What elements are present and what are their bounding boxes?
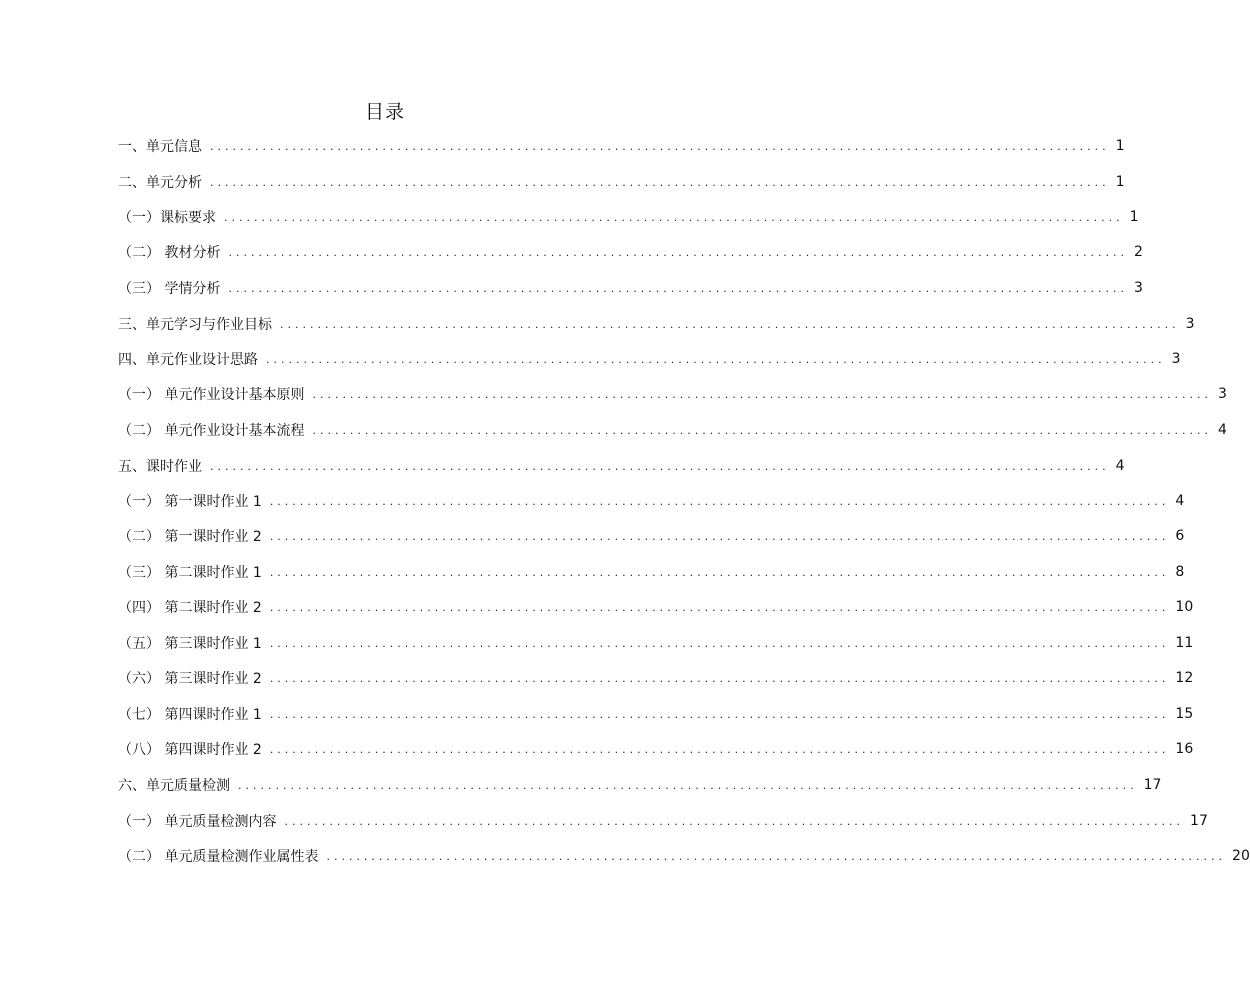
toc-entry-lesson-homework[interactable] bbox=[118, 455, 1125, 477]
dot-leader: ........................................................................................................................ bbox=[312, 388, 1213, 401]
dot-leader: ........................................................................................................................ bbox=[210, 176, 1110, 189]
toc-entry-lesson3-homework1[interactable] bbox=[118, 632, 1194, 654]
toc-entry-unit-info[interactable] bbox=[118, 135, 1125, 157]
toc-entry-label: （三） 第二课时作业 1 bbox=[118, 565, 262, 581]
toc-entry-page: 2 bbox=[1134, 244, 1143, 260]
toc-entry-page: 1 bbox=[1129, 209, 1139, 225]
toc-entry-quality-check-content[interactable] bbox=[118, 810, 1208, 832]
toc-entry-page: 20 bbox=[1232, 848, 1250, 864]
toc-entry-unit-analysis[interactable] bbox=[118, 171, 1125, 193]
dot-leader: ........................................................................................................................ bbox=[269, 495, 1170, 508]
toc-entry-quality-check[interactable] bbox=[118, 774, 1162, 796]
toc-entry-page: 6 bbox=[1175, 528, 1185, 544]
toc-entry-design-process[interactable] bbox=[118, 419, 1227, 441]
toc-entry-page: 3 bbox=[1134, 280, 1143, 296]
toc-entry-label: （八） 第四课时作业 2 bbox=[118, 742, 262, 758]
toc-entry-page: 4 bbox=[1115, 458, 1125, 474]
toc-entry-page: 11 bbox=[1175, 635, 1194, 651]
toc-entry-design-ideas[interactable] bbox=[118, 348, 1181, 370]
toc-entry-page: 12 bbox=[1175, 670, 1194, 686]
toc-entry-page: 4 bbox=[1218, 422, 1227, 438]
toc-entry-label: （四） 第二课时作业 2 bbox=[118, 600, 262, 616]
dot-leader: ........................................................................................................................ bbox=[228, 282, 1129, 295]
dot-leader: ........................................................................................................................ bbox=[238, 779, 1138, 792]
dot-leader: ........................................................................................................................ bbox=[280, 318, 1180, 331]
toc-entry-label: （五） 第三课时作业 1 bbox=[118, 636, 262, 652]
toc-entry-quality-check-attributes[interactable] bbox=[118, 845, 1250, 867]
toc-entry-page: 3 bbox=[1171, 351, 1181, 367]
dot-leader: ........................................................................................................................ bbox=[210, 140, 1110, 153]
toc-entry-page: 1 bbox=[1115, 174, 1125, 190]
toc-entry-page: 10 bbox=[1175, 599, 1194, 615]
dot-leader: ........................................................................................................................ bbox=[269, 672, 1170, 685]
dot-leader: ........................................................................................................................ bbox=[266, 353, 1166, 366]
dot-leader: ........................................................................................................................ bbox=[210, 460, 1110, 473]
dot-leader: ........................................................................................................................ bbox=[224, 211, 1124, 224]
toc-entry-lesson2-homework2[interactable] bbox=[118, 596, 1194, 618]
toc-entry-label: 二、单元分析 bbox=[118, 175, 202, 191]
dot-leader: ........................................................................................................................ bbox=[284, 815, 1185, 828]
dot-leader: ........................................................................................................................ bbox=[269, 743, 1170, 756]
toc-entry-label: （一） 单元作业设计基本原则 bbox=[118, 387, 305, 403]
dot-leader: ........................................................................................................................ bbox=[269, 530, 1170, 543]
toc-entry-label: （六） 第三课时作业 2 bbox=[118, 671, 262, 687]
toc-entry-label: 四、单元作业设计思路 bbox=[118, 352, 258, 368]
toc-entry-label: （一） 单元质量检测内容 bbox=[118, 814, 277, 830]
toc-entry-page: 15 bbox=[1175, 706, 1194, 722]
dot-leader: ........................................................................................................................ bbox=[269, 566, 1170, 579]
toc-entry-label: （三） 学情分析 bbox=[118, 281, 221, 297]
toc-title: 目录 bbox=[364, 101, 405, 123]
toc-entry-page: 3 bbox=[1185, 316, 1195, 332]
dot-leader: ........................................................................................................................ bbox=[228, 246, 1129, 259]
toc-entry-page: 1 bbox=[1115, 138, 1125, 154]
toc-entry-lesson2-homework1[interactable] bbox=[118, 561, 1185, 583]
toc-entry-label: （七） 第四课时作业 1 bbox=[118, 707, 262, 723]
dot-leader: ........................................................................................................................ bbox=[326, 850, 1227, 863]
dot-leader: ........................................................................................................................ bbox=[269, 601, 1170, 614]
toc-entry-design-principles[interactable] bbox=[118, 383, 1227, 405]
toc-entry-lesson3-homework2[interactable] bbox=[118, 667, 1194, 689]
toc-entry-lesson4-homework2[interactable] bbox=[118, 738, 1194, 760]
toc-entry-page: 4 bbox=[1175, 493, 1185, 509]
dot-leader: ........................................................................................................................ bbox=[312, 424, 1213, 437]
toc-entry-page: 8 bbox=[1175, 564, 1185, 580]
toc-entry-label: 一、单元信息 bbox=[118, 139, 202, 155]
toc-entry-label: （二） 单元作业设计基本流程 bbox=[118, 423, 305, 439]
toc-entry-label: 三、单元学习与作业目标 bbox=[118, 317, 272, 333]
toc-entry-label: （二） 教材分析 bbox=[118, 245, 221, 261]
toc-entry-learning-goals[interactable] bbox=[118, 313, 1195, 335]
toc-entry-label: （一）课标要求 bbox=[118, 210, 216, 226]
toc-entry-label: 五、课时作业 bbox=[118, 459, 202, 475]
toc-entry-textbook-analysis[interactable] bbox=[118, 241, 1143, 263]
dot-leader: ........................................................................................................................ bbox=[269, 708, 1170, 721]
toc-entry-label: （一） 第一课时作业 1 bbox=[118, 494, 262, 510]
toc-entry-page: 17 bbox=[1190, 813, 1208, 829]
toc-entry-lesson4-homework1[interactable] bbox=[118, 703, 1194, 725]
toc-entry-page: 17 bbox=[1143, 777, 1162, 793]
toc-entry-label: （二） 单元质量检测作业属性表 bbox=[118, 849, 319, 865]
toc-entry-learner-analysis[interactable] bbox=[118, 277, 1143, 299]
toc-entry-label: （二） 第一课时作业 2 bbox=[118, 529, 262, 545]
toc-entry-label: 六、单元质量检测 bbox=[118, 778, 230, 794]
toc-entry-lesson1-homework1[interactable] bbox=[118, 490, 1185, 512]
dot-leader: ........................................................................................................................ bbox=[269, 637, 1170, 650]
toc-entry-curriculum-requirements[interactable] bbox=[118, 206, 1139, 228]
toc-entry-page: 16 bbox=[1175, 741, 1194, 757]
toc-entry-page: 3 bbox=[1218, 386, 1227, 402]
toc-entry-lesson1-homework2[interactable] bbox=[118, 525, 1185, 547]
